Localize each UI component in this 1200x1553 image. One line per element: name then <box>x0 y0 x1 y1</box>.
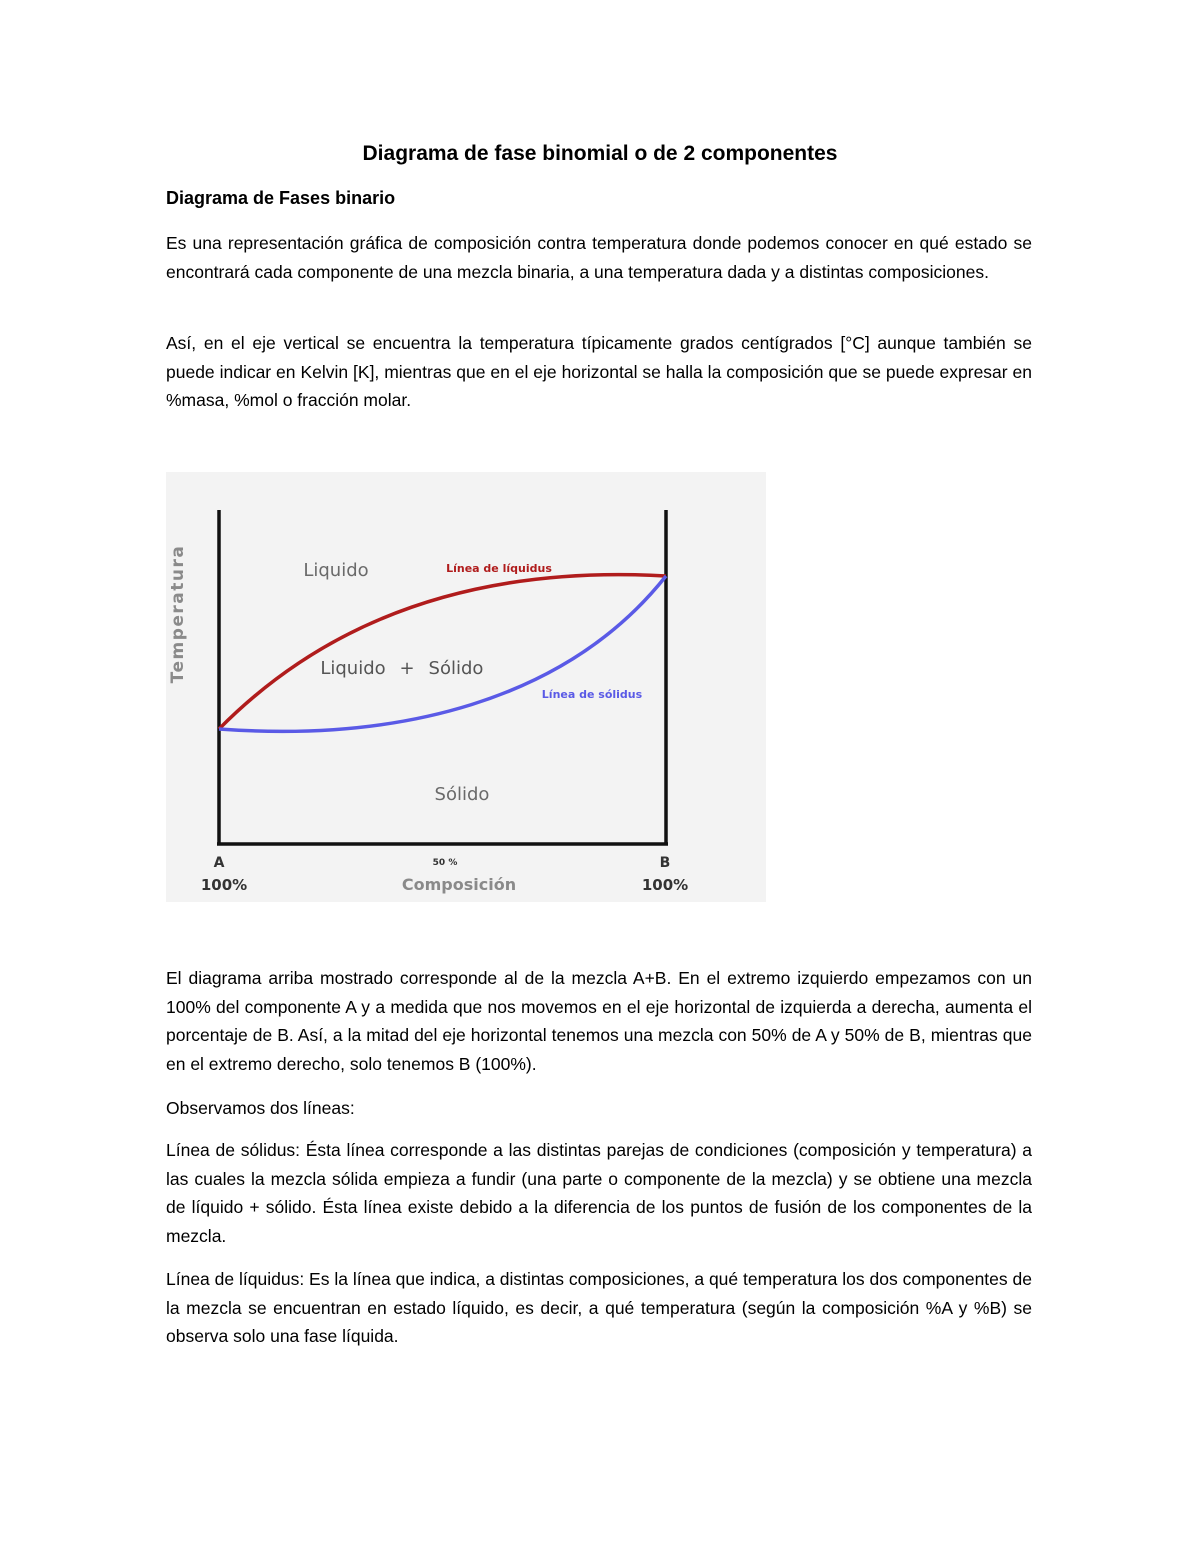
component-b-label: B <box>659 855 671 871</box>
component-a-label: A <box>213 855 225 871</box>
paragraph-solidus: Línea de sólidus: Ésta línea corresponde a las distintas parejas de condiciones (composición y temperatura) a las cuales la mezcla sólida empieza a fundir (una parte o componente de la mezcla) y se obtiene una mezcla de líquido + sólido. Ésta línea existe debido a la diferencia de los puntos de fusión de los componentes de la mezcla. <box>166 1140 1032 1246</box>
region-mixed-solid-label: Sólido <box>428 658 484 679</box>
section-heading: Diagrama de Fases binario <box>166 188 396 208</box>
page-title: Diagrama de fase binomial o de 2 componentes <box>362 142 838 165</box>
phase-diagram-figure <box>166 472 766 902</box>
paragraph-liquidus: Línea de líquidus: Es la línea que indica, a distintas composiciones, a qué temperatura los dos componentes de la mezcla se encuentran en estado líquido, es decir, a qué temperatura (según la composición %A y %B) se observa solo una fase líquida. <box>166 1269 1032 1346</box>
paragraph-explanation: El diagrama arriba mostrado corresponde al de la mezcla A+B. En el extremo izquierdo empezamos con un 100% del componente A y a medida que nos movemos en el eje horizontal de izquierda a derecha, aumenta el porcentaje de B. Así, a la mitad del eje horizontal tenemos una mezcla con 50% de A y 50% de B, mientras que en el extremo derecho, solo tenemos B (100%). <box>166 968 1032 1074</box>
paragraph-definition: Es una representación gráfica de composición contra temperatura donde podemos conocer en qué estado se encontrará cada componente de una mezcla binaria, a una temperatura dada y a distintas composiciones. <box>166 233 1032 282</box>
paragraph-axes: Así, en el eje vertical se encuentra la temperatura típicamente grados centígrados [°C] aunque también se puede indicar en Kelvin [K], mientras que en el eje horizontal se halla la composición que se puede expresar en %masa, %mol o fracción molar. <box>166 333 1032 410</box>
region-liquid-label: Liquido <box>303 560 369 581</box>
region-mixed-liquid-label: Liquido <box>320 658 386 679</box>
region-mixed-plus-label: + <box>399 658 415 679</box>
solidus-label: Línea de sólidus <box>541 688 643 701</box>
component-b-percent: 100% <box>641 876 689 894</box>
component-a-percent: 100% <box>200 876 248 894</box>
region-solid-label: Sólido <box>434 784 490 805</box>
solidus-curve <box>219 576 666 731</box>
liquidus-curve <box>219 575 666 729</box>
x-axis-label: Composición <box>401 875 517 894</box>
phase-diagram <box>166 472 766 902</box>
paragraph-observations: Observamos dos líneas: <box>166 1098 355 1118</box>
midpoint-label: 50 % <box>432 858 458 868</box>
y-axis-label: Temperatura <box>168 544 188 684</box>
liquidus-label: Línea de líquidus <box>446 562 552 575</box>
